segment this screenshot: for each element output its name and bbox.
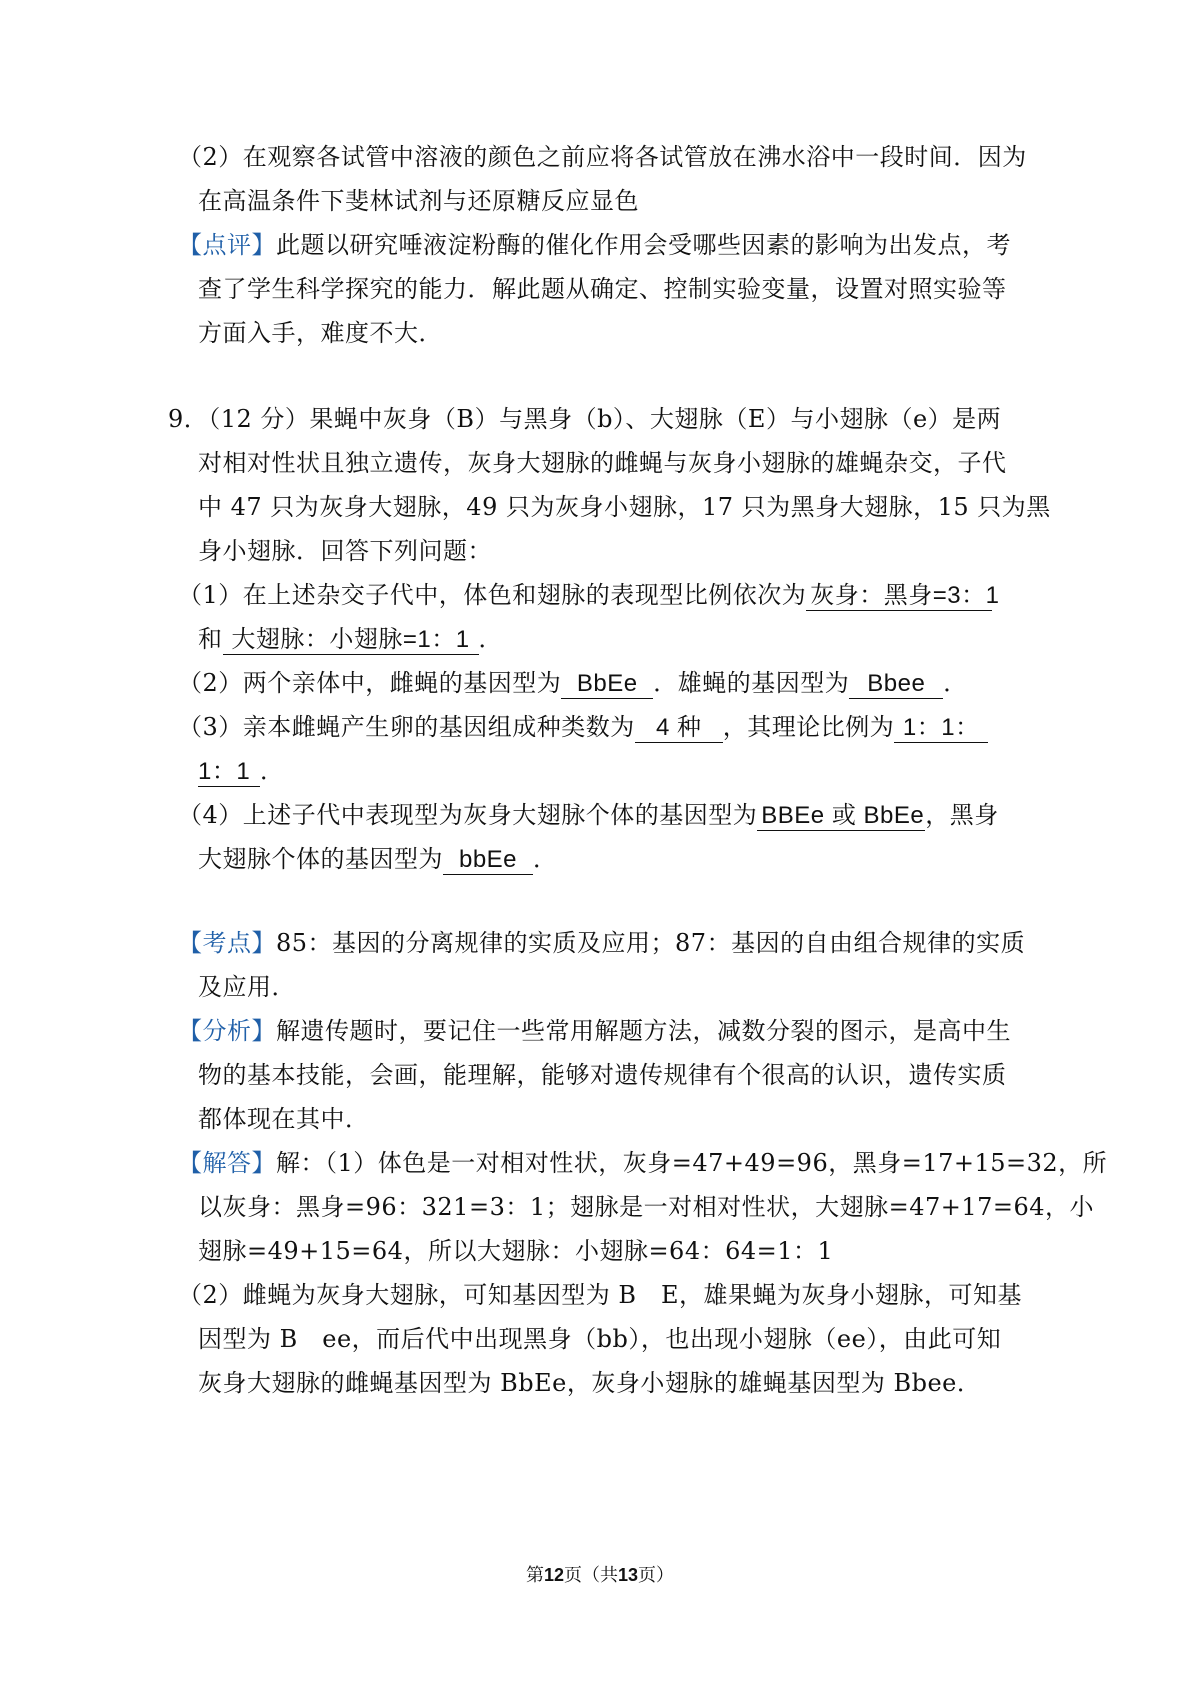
punct: ． <box>533 845 558 873</box>
q9-part3-mid: ，其理论比例为 <box>722 713 895 741</box>
q9-part3-prompt: （3）亲本雌蝇产生卵的基因组成种类数为 <box>178 713 635 741</box>
fenxi-line2: 物的基本技能，会画，能理解，能够对遗传规律有个很高的认识，遗传实质 <box>198 1061 1007 1089</box>
fenxi-text: 解遗传题时，要记住一些常用解题方法，减数分裂的图示，是高中生 <box>276 1017 1011 1045</box>
fenxi-tag: 【分析】 <box>178 1017 276 1045</box>
footer-mid: 页（共 <box>564 1565 618 1586</box>
q9-part4-mid: ，黑身 <box>925 801 999 829</box>
q8-comment-line2: 查了学生科学探究的能力．解此题从确定、控制实验变量，设置对照实验等 <box>198 275 1007 303</box>
kaodian-line1 <box>178 926 1025 960</box>
q9-part4-line1 <box>178 798 999 832</box>
q9-stem-line2: 对相对性状且独立遗传，灰身大翅脉的雌蝇与灰身小翅脉的雄蝇杂交，子代 <box>198 449 1007 477</box>
fenxi-line3: 都体现在其中． <box>198 1105 370 1133</box>
kaodian-tag: 【考点】 <box>178 929 276 957</box>
footer-pre: 第 <box>525 1565 544 1586</box>
answer-blank: 1：1： <box>894 714 988 743</box>
q9-stem-line3: 中 47 只为灰身大翅脉，49 只为灰身小翅脉，17 只为黑身大翅脉，15 只为黑 <box>198 493 1051 521</box>
q9-part4-prompt2: 大翅脉个体的基因型为 <box>198 845 443 873</box>
footer-post: 页） <box>638 1565 675 1586</box>
jieda-part2-line1: （2）雌蝇为灰身大翅脉，可知基因型为 B E，雄果蝇为灰身小翅脉，可知基 <box>178 1281 1023 1309</box>
q9-part3-line2 <box>198 754 285 788</box>
q8-comment-line1 <box>178 228 1011 262</box>
q9-stem-line4: 身小翅脉．回答下列问题： <box>198 537 492 565</box>
kaodian-line2: 及应用． <box>198 973 296 1001</box>
q9-part4-prompt: （4）上述子代中表现型为灰身大翅脉个体的基因型为 <box>178 801 758 829</box>
q9-part4-line2 <box>198 842 558 876</box>
answer-blank: 灰身：黑身=3：1 <box>806 582 992 611</box>
q9-part2-prompt: （2）两个亲体中，雌蝇的基因型为 <box>178 669 562 697</box>
jieda-line1 <box>178 1146 1107 1180</box>
comment-text: 此题以研究唾液淀粉酶的催化作用会受哪些因素的影响为出发点，考 <box>276 231 1011 259</box>
q9-part2-mid: ．雄蝇的基因型为 <box>653 669 850 697</box>
page-total: 13 <box>618 1565 639 1585</box>
answer-blank: Bbee <box>849 670 943 699</box>
fenxi-line1 <box>178 1014 1011 1048</box>
q8-answer2-line1: （2）在观察各试管中溶液的颜色之前应将各试管放在沸水浴中一段时间．因为 <box>178 143 1027 171</box>
q9-part2 <box>178 666 968 700</box>
jieda-part2-line3: 灰身大翅脉的雌蝇基因型为 BbEe，灰身小翅脉的雄蝇基因型为 Bbee． <box>198 1369 982 1397</box>
q8-answer2-line2: 在高温条件下斐林试剂与还原糖反应显色 <box>198 187 639 215</box>
q9-stem-line1: 9．（12 分）果蝇中灰身（B）与黑身（b）、大翅脉（E）与小翅脉（e）是两 <box>168 405 1002 433</box>
answer-blank: BBEe 或 BbEe <box>757 802 925 831</box>
page-footer <box>0 1563 1200 1588</box>
q9-part3-line1 <box>178 710 988 744</box>
kaodian-text: 85：基因的分离规律的实质及应用；87：基因的自由组合规律的实质 <box>276 929 1026 957</box>
page-number: 12 <box>543 1565 564 1585</box>
jieda-line2: 以灰身：黑身=96：321=3：1；翅脉是一对相对性状，大翅脉=47+17=64，小 <box>198 1193 1095 1221</box>
answer-blank: 1：1 <box>198 758 260 787</box>
q8-comment-line3: 方面入手，难度不大． <box>198 319 443 347</box>
punct: ． <box>943 669 968 697</box>
punct: ． <box>478 625 503 653</box>
answer-blank: 大翅脉：小翅脉=1：1 <box>223 626 479 655</box>
q9-part1-prompt: （1）在上述杂交子代中，体色和翅脉的表现型比例依次为 <box>178 581 807 609</box>
answer-blank: 4 种 <box>635 714 723 743</box>
answer-blank: bbEe <box>443 846 533 875</box>
jieda-part2-line2: 因型为 B ee，而后代中出现黑身（bb），也出现小翅脉（ee），由此可知 <box>198 1325 1002 1353</box>
q9-part1-line2 <box>198 622 503 656</box>
q9-part1-conj: 和 <box>198 625 223 653</box>
comment-tag: 【点评】 <box>178 231 276 259</box>
answer-blank: BbEe <box>561 670 653 699</box>
punct: ． <box>260 757 285 785</box>
jieda-text: 解：（1）体色是一对相对性状，灰身=47+49=96，黑身=17+15=32，所 <box>276 1149 1108 1177</box>
jieda-line3: 翅脉=49+15=64，所以大翅脉：小翅脉=64：64=1：1 <box>198 1237 834 1265</box>
q9-part1-line1 <box>178 578 1000 612</box>
jieda-tag: 【解答】 <box>178 1149 276 1177</box>
